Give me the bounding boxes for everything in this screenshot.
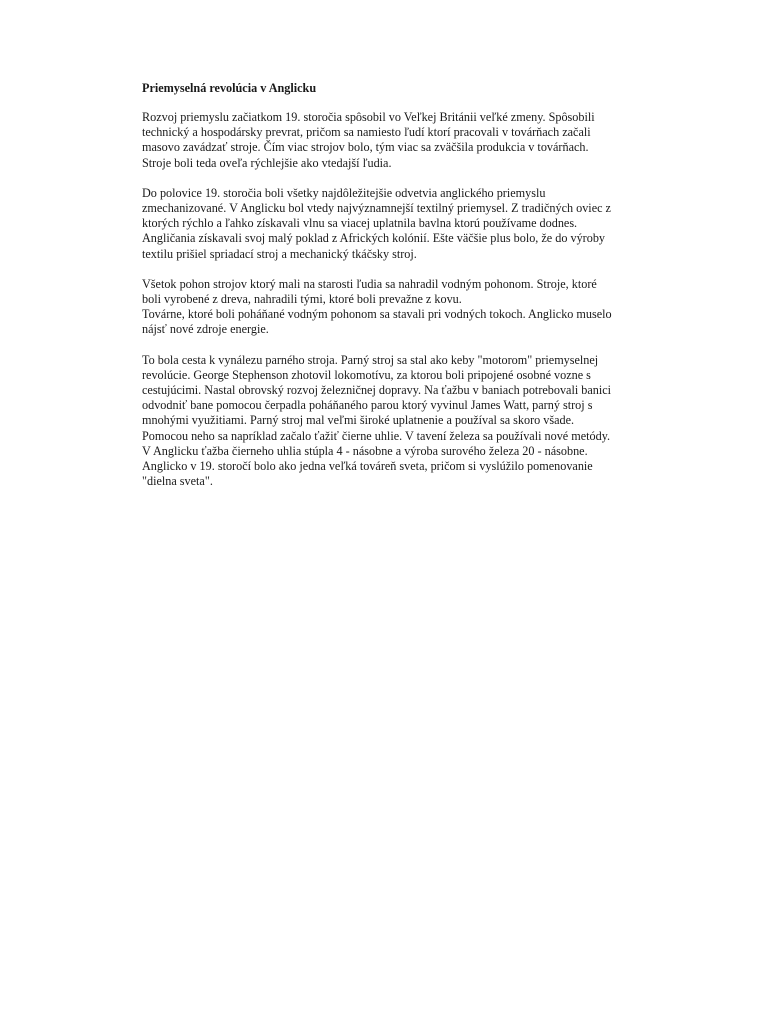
paragraph-line: cestujúcimi. Nastal obrovský rozvoj železničnej dopravy. Na ťažbu v baniach potrebovali banici bbox=[142, 383, 612, 398]
paragraph-line: boli vyrobené z dreva, nahradili tými, ktoré boli prevažne z kovu. bbox=[142, 292, 462, 307]
paragraph-3 bbox=[142, 277, 642, 338]
document-body bbox=[142, 80, 642, 504]
paragraph-line: V Anglicku ťažba čierneho uhlia stúpla 4 - násobne a výroba surového železa 20 - násobne. bbox=[142, 443, 588, 458]
paragraph-line: textilu prišiel spriadací stroj a mechanický tkáčsky stroj. bbox=[142, 246, 417, 261]
paragraph-line: odvodniť bane pomocou čerpadla poháňaného parou ktorý vyvinul James Watt, parný stroj s bbox=[142, 398, 593, 413]
paragraph-1 bbox=[142, 110, 642, 171]
paragraph-line: Všetok pohon strojov ktorý mali na starosti ľudia sa nahradil vodným pohonom. Stroje, ktoré bbox=[142, 276, 597, 291]
paragraph-line: mnohými využitiami. Parný stroj mal veľmi široké uplatnenie a používal sa skoro všade. bbox=[142, 413, 575, 428]
document-title: Priemyselná revolúcia v Anglicku bbox=[142, 81, 317, 95]
paragraph-4 bbox=[142, 353, 642, 490]
paragraph-line: "dielna sveta". bbox=[142, 474, 213, 489]
paragraph-line: Angličania získavali svoj malý poklad z Afrických kolónií. Ešte väčšie plus bolo, že do výroby bbox=[142, 231, 606, 246]
paragraph-line: To bola cesta k vynálezu parného stroja. Parný stroj sa stal ako keby "motorom" priemyselnej bbox=[142, 352, 599, 367]
paragraph-line: Pomocou neho sa napríklad začalo ťažiť čierne uhlie. V tavení železa sa používali nové metódy. bbox=[142, 428, 611, 443]
paragraph-line: revolúcie. George Stephenson zhotovil lokomotívu, za ktorou boli pripojené osobné vozne s bbox=[142, 367, 591, 382]
paragraph-line: ktorých rýchlo a ľahko získavali vlnu sa viacej uplatnila bavlna ktorú používame dodnes. bbox=[142, 216, 578, 231]
paragraph-2 bbox=[142, 186, 642, 262]
paragraph-line: Do polovice 19. storočia boli všetky najdôležitejšie odvetvia anglického priemyslu bbox=[142, 185, 546, 200]
paragraph-line: masovo zavádzať stroje. Čím viac strojov bolo, tým viac sa zväčšila produkcia v továrňach. bbox=[142, 140, 589, 155]
paragraph-line: Továrne, ktoré boli poháňané vodným pohonom sa stavali pri vodných tokoch. Anglicko muselo bbox=[142, 307, 612, 322]
paragraph-line: Rozvoj priemyslu začiatkom 19. storočia spôsobil vo Veľkej Británii veľké zmeny. Spôsobili bbox=[142, 110, 595, 124]
paragraph-line: technický a hospodársky prevrat, pričom sa namiesto ľudí ktorí pracovali v továrňach začali bbox=[142, 125, 591, 140]
paragraph-line: zmechanizované. V Anglicku bol vtedy najvýznamnejší textilný priemysel. Z tradičných oviec z bbox=[142, 201, 611, 216]
paragraph-line: Stroje boli teda oveľa rýchlejšie ako vtedajší ľudia. bbox=[142, 155, 392, 170]
paragraph-line: Anglicko v 19. storočí bolo ako jedna veľká továreň sveta, pričom si vyslúžilo pomenovanie bbox=[142, 459, 593, 474]
paragraph-line: nájsť nové zdroje energie. bbox=[142, 322, 269, 337]
